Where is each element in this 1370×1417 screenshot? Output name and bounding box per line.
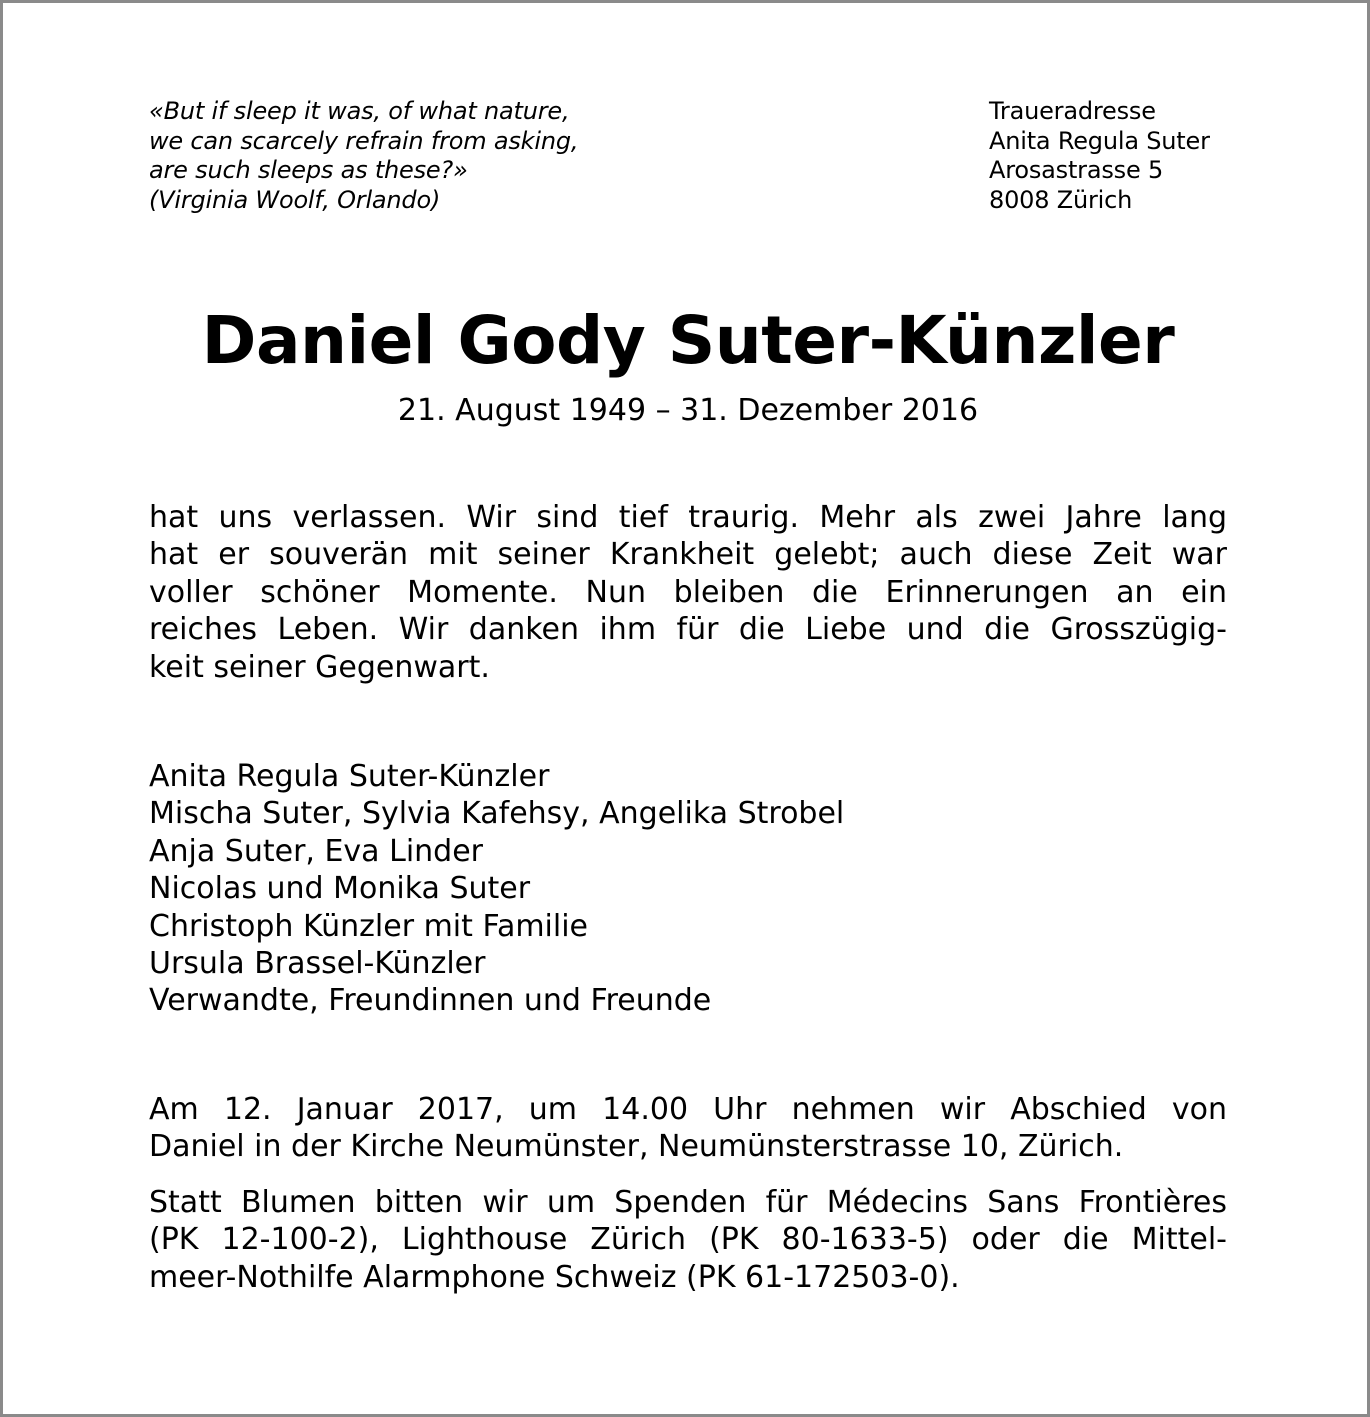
mourner-entry: Anja Suter, Eva Linder: [149, 833, 483, 869]
mourners-list: [149, 758, 1227, 1020]
quote-line: we can scarcely refrain from asking,: [149, 126, 579, 155]
message-line: reiches Leben. Wir danken ihm für die Liebe und die Grosszügig-: [149, 612, 1227, 648]
epigraph-quote: [149, 97, 769, 215]
donation-line: Statt Blumen bitten wir um Spenden für Médecins Sans Frontières: [149, 1185, 1227, 1220]
message-line: keit seiner Gegenwart.: [149, 649, 490, 685]
life-dates: 21. August 1949 – 31. Dezember 2016: [397, 393, 979, 428]
mourner-entry: Verwandte, Freundinnen und Freunde: [149, 983, 712, 1019]
service-line: Am 12. Januar 2017, um 14.00 Uhr nehmen wir Abschied von: [149, 1092, 1227, 1127]
donation-line: meer-Nothilfe Alarmphone Schweiz (PK 61-172503-0).: [149, 1259, 960, 1295]
mourner-entry: Christoph Künzler mit Familie: [149, 908, 589, 944]
service-line: Daniel in der Kirche Neumünster, Neumünsterstrasse 10, Zürich.: [149, 1129, 1124, 1165]
mourning-address: [989, 97, 1309, 215]
address-name: Anita Regula Suter: [989, 126, 1210, 155]
service-paragraph: [149, 1091, 1227, 1166]
quote-attribution: (Virginia Woolf, Orlando): [149, 185, 441, 214]
message-line: voller schöner Momente. Nun bleiben die Erinnerungen an ein: [149, 574, 1227, 610]
mourner-entry: Ursula Brassel-Künzler: [149, 946, 486, 982]
address-city: 8008 Zürich: [989, 185, 1133, 214]
message-paragraph: [149, 499, 1227, 686]
deceased-name: Daniel Gody Suter-Künzler: [201, 302, 1175, 379]
donation-line: (PK 12-100-2), Lighthouse Zürich (PK 80-1633-5) oder die Mittel-: [149, 1222, 1227, 1258]
message-line: hat uns verlassen. Wir sind tief traurig. Mehr als zwei Jahre lang: [149, 500, 1227, 535]
quote-line: are such sleeps as these?»: [149, 156, 468, 184]
quote-line: «But if sleep it was, of what nature,: [149, 97, 570, 125]
address-heading: Traueradresse: [989, 97, 1156, 125]
donation-paragraph: [149, 1184, 1227, 1296]
mourner-entry: Mischa Suter, Sylvia Kafehsy, Angelika Strobel: [149, 796, 845, 832]
mourner-entry: Nicolas und Monika Suter: [149, 871, 531, 907]
message-line: hat er souverän mit seiner Krankheit gelebt; auch diese Zeit war: [149, 537, 1227, 573]
address-street: Arosastrasse 5: [989, 156, 1164, 184]
mourner-entry: Anita Regula Suter-Künzler: [149, 759, 550, 794]
